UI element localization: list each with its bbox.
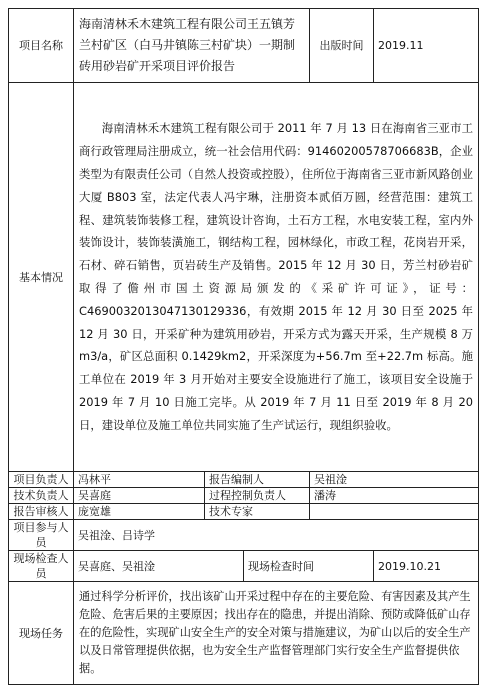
inspect-time-label: 现场检查时间 xyxy=(244,551,374,582)
participants-label: 项目参与人员 xyxy=(9,520,74,551)
project-leader: 冯林平 xyxy=(74,472,205,488)
inspect-time: 2019.10.21 xyxy=(374,551,479,582)
inspectors-label: 现场检查人员 xyxy=(9,551,74,582)
process-control-label: 过程控制负责人 xyxy=(205,488,310,504)
basic-info-cell xyxy=(74,83,479,472)
project-name-label: 项目名称 xyxy=(9,9,74,83)
tech-expert xyxy=(310,504,479,520)
participants: 吴祖淦、吕诗学 xyxy=(74,520,479,551)
report-reviewer-label: 报告审核人 xyxy=(9,504,74,520)
field-task-label: 现场任务 xyxy=(9,582,74,685)
field-task-text: 通过科学分析评价，找出该矿山开采过程中存在的主要危险、有害因素及其产生危险、危害后果的主要原因；找出存在的隐患，并提出消除、预防或降低矿山存在的危险性，实现矿山安全生产的安全对策与措施建议，为矿山以后的安全生产以及日常管理提供依据，也为安全生产监督管理部门实行安全生产监督提供依据。 xyxy=(74,582,479,685)
publish-time-label: 出版时间 xyxy=(310,9,374,83)
report-reviewer: 庞宽雄 xyxy=(74,504,205,520)
basic-info-label: 基本情况 xyxy=(9,83,74,472)
project-leader-label: 项目负责人 xyxy=(9,472,74,488)
report-writer-label: 报告编制人 xyxy=(205,472,310,488)
project-name: 海南清林禾木建筑工程有限公司王五镇芳兰村矿区（白马井镇陈三村矿块）一期制砖用砂岩矿开采项目评价报告 xyxy=(74,9,310,83)
publish-time: 2019.11 xyxy=(374,9,479,83)
report-writer: 吴祖淦 xyxy=(310,472,479,488)
tech-expert-label: 技术专家 xyxy=(205,504,310,520)
tech-leader: 吴喜庭 xyxy=(74,488,205,504)
tech-leader-label: 技术负责人 xyxy=(9,488,74,504)
inspectors: 吴喜庭、吴祖淦 xyxy=(74,551,244,582)
process-control-leader: 潘涛 xyxy=(310,488,479,504)
project-info-table xyxy=(8,8,479,685)
basic-info-text: 海南清林禾木建筑工程有限公司于 2011 年 7 月 13 日在海南省三亚市工商行政管理局注册成立，统一社会信用代码：91460200578706683B，企业类型为有限责任公司（自然人投资或控股），住所位于海南省三亚市新风路创业大厦 B803 室，法定代表人冯宇琳，注册资本贰佰万圆，经营范围：建筑工程、建筑装饰装修工程，建筑设计咨询，土石方工程，水电安装工程，室内外装饰设计，装饰装潢施工，钢结构工程，园林绿化，市政工程，花岗岩开采，石材、碎石销售，页岩砖生产及销售。2015 年 12 月 30 日，芳兰村砂岩矿取得了儋州市国土资源局颁发的《采矿许可证》，证号：C4690032013047130129336，有效期 2015 年 12 月 30 日至 2025 年 12 月 30 日，开采矿种为建筑用砂岩，开采方式为露天开采，生产规模 8 万 m3/a，矿区总面积 0.1429km2，开采深度为+56.7m 至+22.7m 标高。施工单位在 2019 年 3 月开始对主要安全设施进行了施工，该项目安全设施于 2019 年 7 月 10 日施工完毕。从 2019 年 7 月 11 日至 2019 年 8 月 20 日，建设单位及施工单位共同实施了生产试运行，现组织验收。 xyxy=(79,121,474,432)
